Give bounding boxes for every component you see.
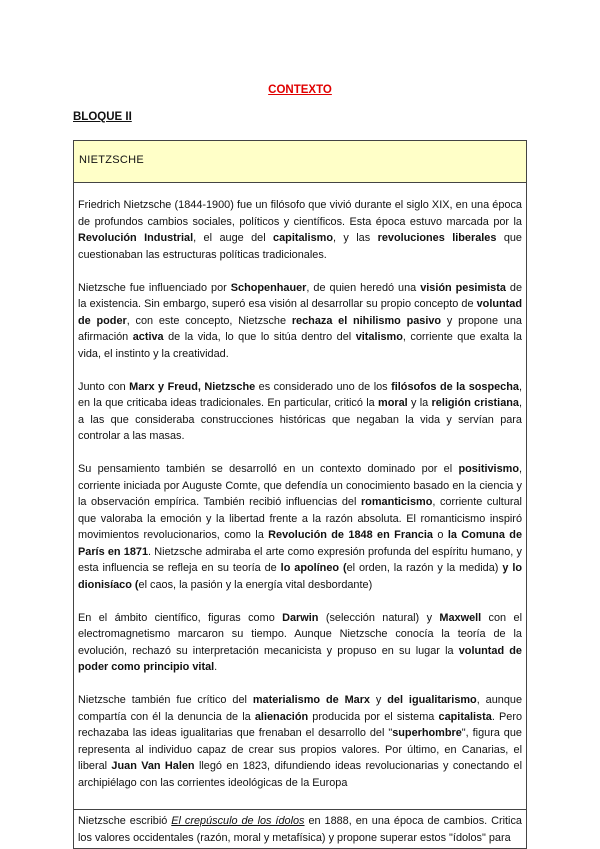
bold-term: religión cristiana	[431, 397, 519, 409]
text-run: y propone una afirmación	[78, 314, 522, 343]
text-run: con el electromagnetismo marcaron su tiempo. Aunque Nietzsche conocía la teoría de la evolución, rechazó su interpretación mecanicista y propuso en su lugar la	[78, 611, 522, 657]
paragraph	[78, 610, 522, 676]
bold-term: voluntad de poder	[78, 298, 522, 327]
text-run: producida por el sistema	[308, 710, 439, 723]
bold-term: rechaza el nihilismo pasivo	[291, 314, 442, 327]
bold-term: Juan Van Halen	[111, 760, 195, 772]
text-run: el orden, la razón y la medida)	[346, 562, 503, 574]
bold-term: positivismo	[458, 463, 519, 475]
text-run: llegó en 1823, difundiendo ideas revolucionarias y conectando el archipiélago con las corrientes ideológicas de la Europa	[78, 760, 523, 789]
text-run: de la existencia. Sin embargo, superó esa visión al desarrollar su propio concepto de	[78, 281, 523, 310]
text-run: Nietzsche escribió	[78, 815, 172, 827]
text-run: Su pensamiento también se desarrolló en un contexto dominado por el	[78, 463, 459, 475]
text-run: ", figura que representa al individuo capaz de crear sus propios valores. Por último, en Canarias, el liberal	[78, 727, 522, 772]
bold-term: del igualitarismo	[387, 694, 477, 706]
bold-term: voluntad de poder como principio vital	[78, 644, 522, 673]
text-run: el caos, la pasión y la energía vital desbordante)	[138, 578, 373, 591]
bold-term: Maxwell	[439, 611, 482, 624]
bold-term: lo apolíneo (	[280, 562, 347, 574]
text-run: que cuestionaban las estructuras políticas tradicionales.	[78, 232, 522, 261]
text-run: Nietzsche también fue crítico del	[78, 694, 253, 706]
bold-term: revoluciones liberales	[377, 232, 497, 244]
bold-term: filósofos de la sospecha	[391, 380, 519, 393]
text-run: . Pero rechazaba las ideas igualitarias que frenaban el desarrollo del "	[78, 710, 523, 739]
bold-term: alienación	[254, 710, 309, 723]
text-run: , con este concepto, Nietzsche	[126, 314, 292, 327]
paragraph	[78, 461, 522, 593]
text-run: .	[214, 661, 218, 673]
text-run: (selección natural) y	[318, 611, 440, 624]
bold-term: romanticismo	[360, 496, 433, 508]
bold-term: Revolución de 1848 en Francia	[268, 529, 433, 541]
bold-term: Darwin	[282, 611, 319, 624]
text-run: , en la que criticaba ideas tradicionales. En particular, criticó la	[78, 380, 522, 409]
text-run: , corriente que exalta la vida, el instinto y la creatividad.	[78, 331, 522, 360]
paragraph	[78, 197, 522, 263]
text-run: o	[432, 529, 448, 541]
text-run: , y las	[332, 232, 378, 244]
bold-term: y lo dionisíaco (	[78, 562, 522, 591]
text-run: es considerado uno de los	[255, 380, 392, 393]
text-run: , de quien heredó una	[306, 281, 421, 294]
text-run: Friedrich Nietzsche (1844-1900) fue un filósofo que vivió durante el siglo XIX, en una época de profundos cambios sociales, políticos y científicos. Esta época estuvo marcada por la	[78, 199, 522, 228]
text-run: , corriente cultural que valoraba la emoción y la libertad frente a la razón absoluta. El romanticismo inspiró movimientos revolucionarios, como la	[78, 496, 522, 541]
text-run: de la vida, lo que lo sitúa dentro del	[163, 331, 356, 343]
bold-term: activa	[132, 331, 164, 343]
text-run: En el ámbito científico, figuras como	[78, 611, 283, 624]
section-heading: BLOQUE II	[73, 111, 132, 123]
bold-term: materialismo de Marx	[252, 694, 370, 706]
bold-term: superhombre	[392, 727, 462, 739]
table-body-cell	[74, 183, 526, 809]
text-run: y la	[407, 397, 432, 409]
text-run: Nietzsche fue influenciado por	[78, 281, 231, 294]
paragraph	[78, 280, 522, 363]
text-run: Junto con	[78, 380, 130, 393]
bold-term: vitalismo	[355, 331, 403, 343]
context-table	[73, 140, 527, 849]
paragraph	[78, 379, 522, 445]
text-run: , el auge del	[193, 232, 274, 244]
text-run: . Nietzsche admiraba el arte como expresión profunda del espíritu humano, y esta influencia se refleja en su teoría de	[78, 545, 522, 574]
bold-term: la Comuna de París en 1871	[78, 529, 522, 558]
bold-term: Schopenhauer	[230, 281, 307, 294]
bold-term: visión pesimista	[420, 281, 506, 294]
paragraph	[78, 692, 522, 791]
bold-term: capitalismo	[273, 232, 333, 244]
text-run: , corriente iniciada por Auguste Comte, que defendía un conocimiento basado en la ciencia y la observación empírica. También recibió influencias del	[78, 463, 522, 508]
document-title: CONTEXTO	[268, 84, 332, 96]
text-run: , a las que consideraba construcciones históricas que negaban la vida y servían para controlar a las masas.	[78, 397, 523, 442]
table-last-cell	[74, 809, 526, 848]
bold-term: moral	[378, 397, 408, 409]
bold-term: capitalista	[438, 710, 492, 723]
bold-term: Marx y Freud, Nietzsche	[129, 380, 256, 393]
book-title: El crepúsculo de los ídolos	[171, 815, 305, 827]
text-run: en 1888, en una época de cambios. Critica los valores occidentales (razón, moral y metafísica) y propone superar estos "ídolos" para	[78, 815, 522, 844]
bold-term: Revolución Industrial	[78, 232, 194, 244]
text-run: , aunque compartía con él la denuncia de la	[78, 694, 522, 723]
table-header-cell: NIETZSCHE	[74, 141, 526, 183]
text-run: y	[370, 694, 388, 706]
